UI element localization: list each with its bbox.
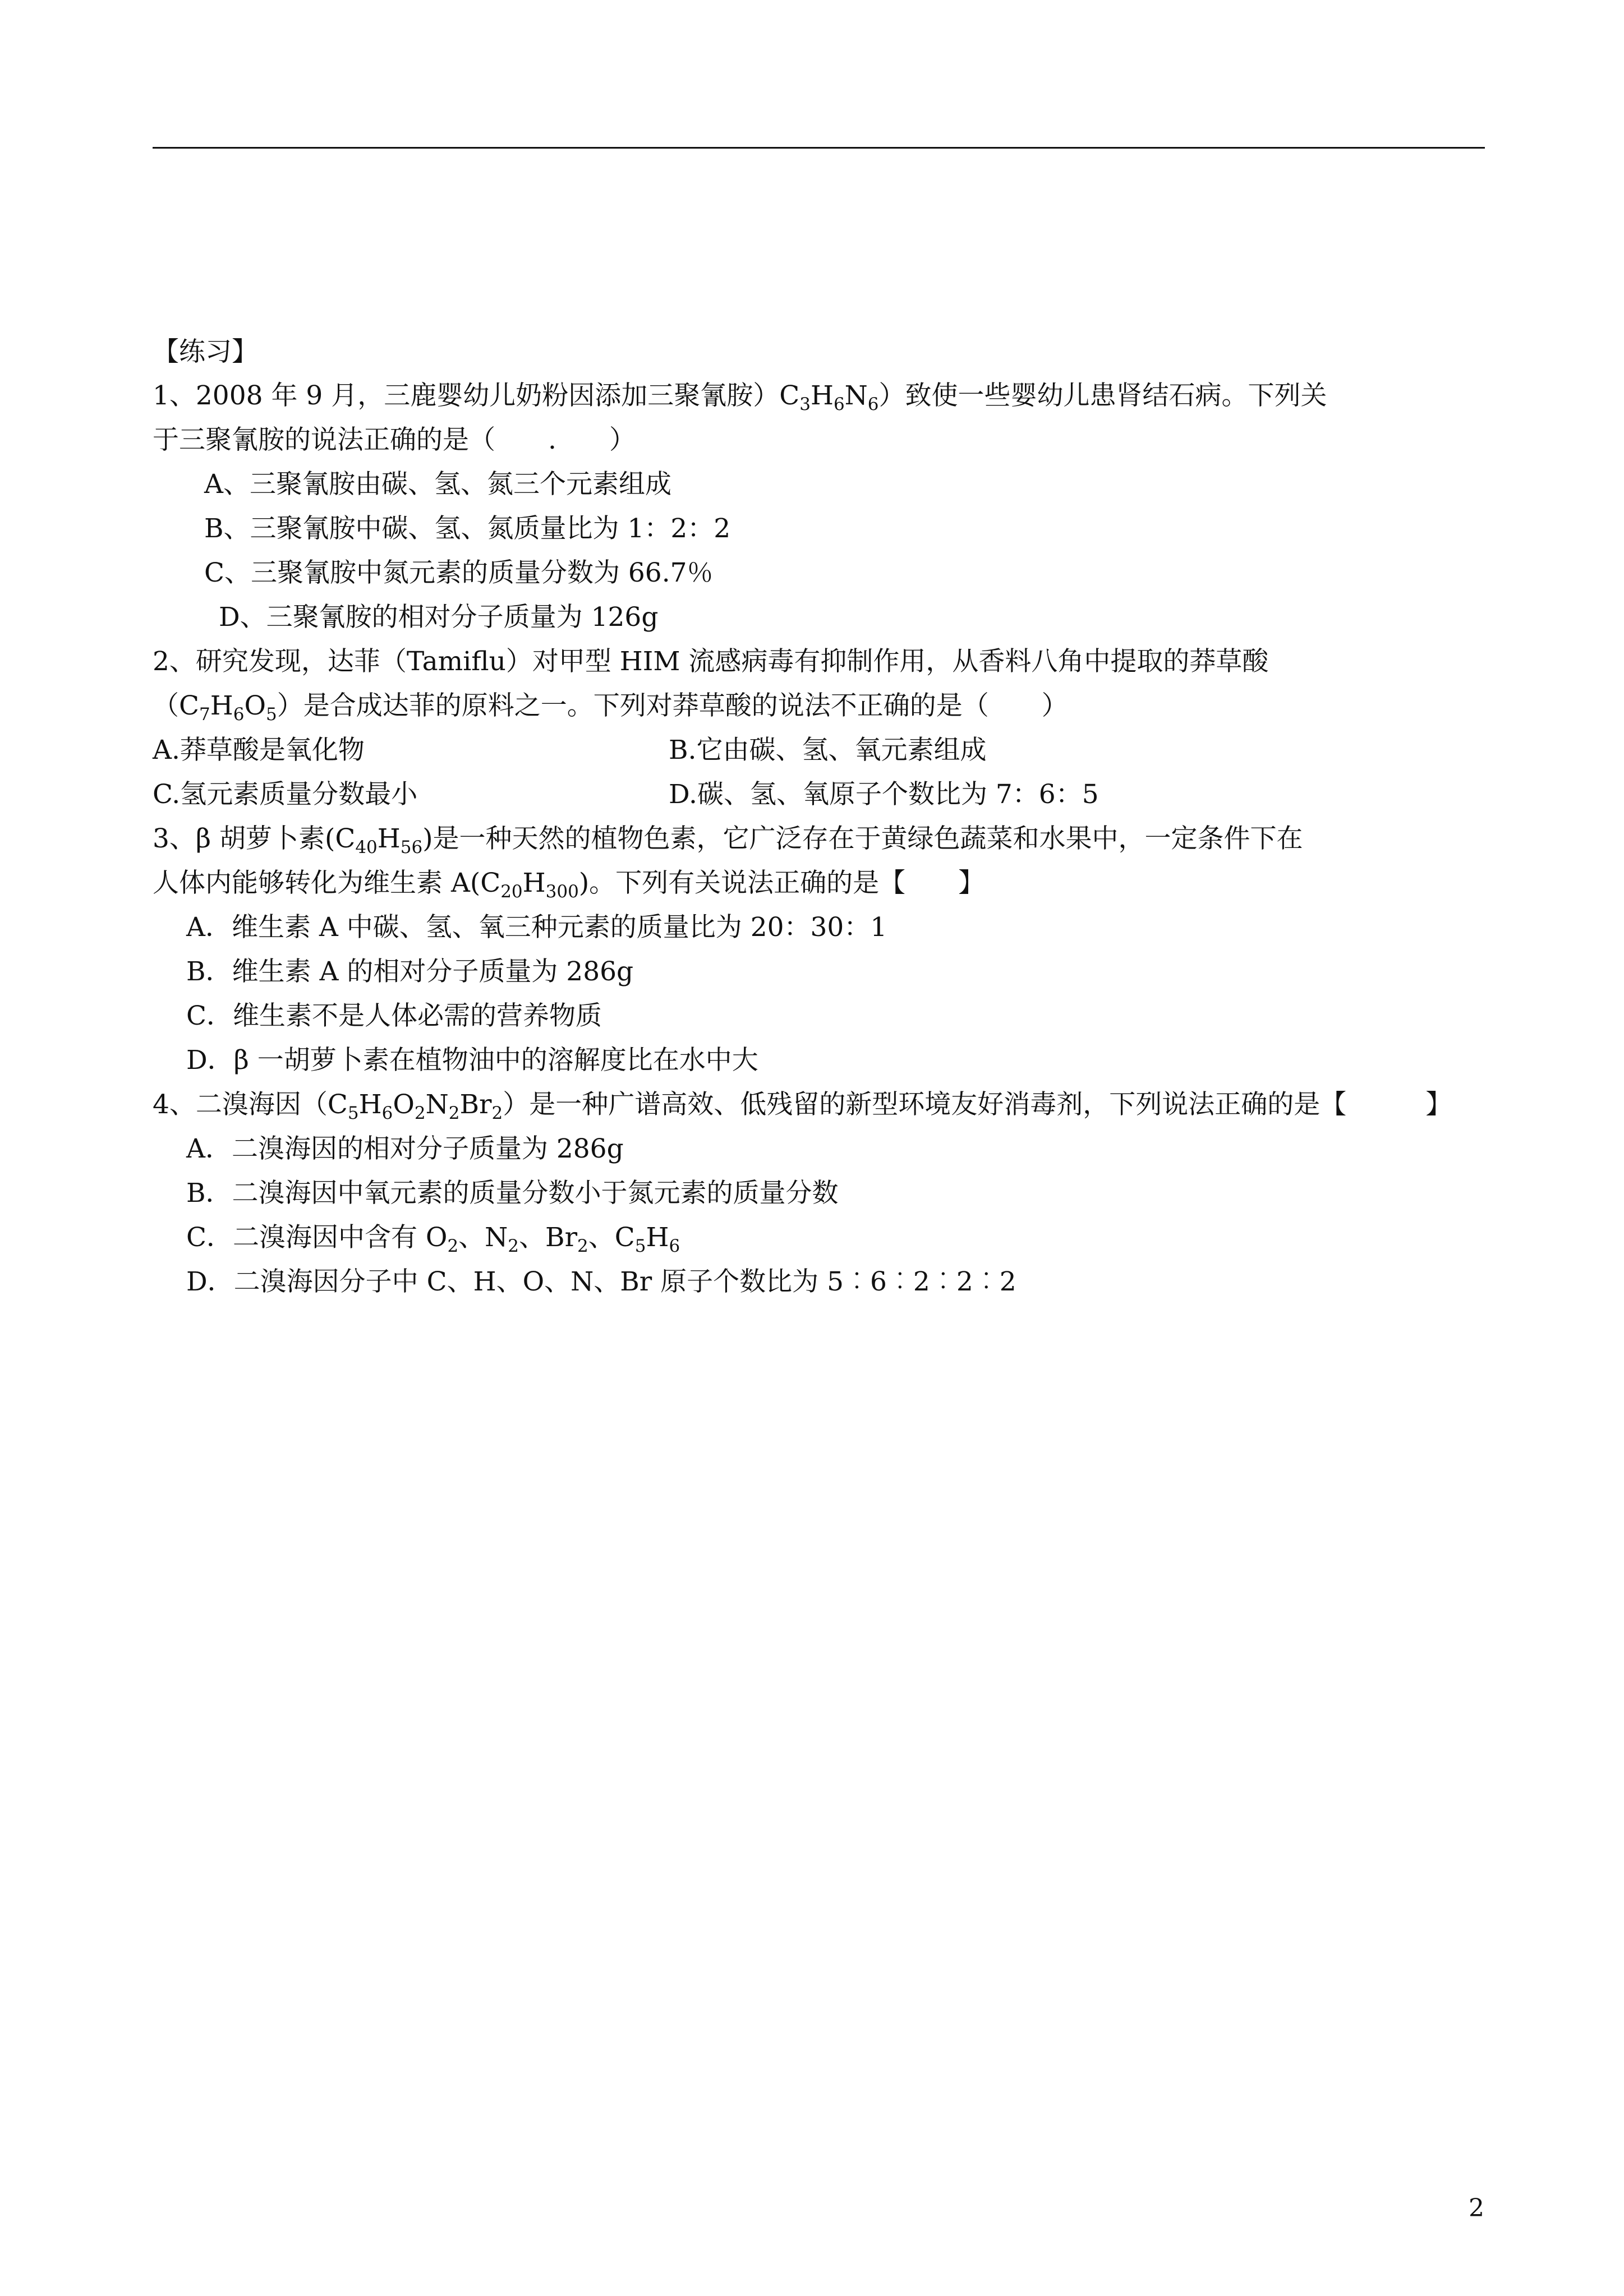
q1-option-d: D、三聚氰胺的相对分子质量为 126g (219, 602, 659, 633)
q1-option-c: C、三聚氰胺中氮元素的质量分数为 66.7％ (204, 557, 714, 588)
q3-stem-line2: 人体内能够转化为维生素 $A(C_{20}H_{300})$。下列有关说法正确的是【 】 (153, 868, 985, 902)
q4-option-c: C．二溴海因中含有 $O_2$、$N_2$、$Br_2$、$C_5H_6$ (186, 1222, 680, 1256)
q2-stem-line2: $(C_7H_6O_5)$是合成达菲的原料之一。下列对莽草酸的说法不正确的是（ ） (153, 690, 1068, 725)
q3-option-c: C．维生素不是人体必需的营养物质 (186, 1001, 602, 1031)
q3-stem-line1: 3、β 胡萝卜素$(C_{40}H_{56})$是一种天然的植物色素，它广泛存在于黄绿色蔬菜和水果中，一定条件下在 (153, 823, 1303, 857)
header-rule (153, 147, 1485, 149)
q2-stem-line1: 2、研究发现，达菲（Tamiflu）对甲型 HIM 流感病毒有抑制作用，从香料八角中提取的莽草酸 (153, 646, 1269, 677)
q1-option-b: B、三聚氰胺中碳、氢、氮质量比为 1：2：2 (204, 513, 731, 544)
q4-option-b: B．二溴海因中氧元素的质量分数小于氮元素的质量分数 (186, 1178, 839, 1209)
q4-option-a: A．二溴海因的相对分子质量为 286g (186, 1133, 624, 1164)
q2-option-b: B.它由碳、氢、氧元素组成 (669, 735, 987, 766)
q2-option-d: D.碳、氢、氧原子个数比为 7：6：5 (669, 779, 1099, 810)
q1-stem-line2: 于三聚氰胺的说法正确的是（ . ） (153, 425, 636, 455)
page-number: 2 (1469, 2194, 1484, 2223)
section-title: 【练习】 (153, 336, 258, 367)
q4-stem-line1: 4、二溴海因$(C_5H_6O_2N_2Br_2)$是一种广谱高效、低残留的新型环境友好消毒剂，下列说法正确的是【 】 (153, 1089, 1452, 1123)
q3-option-d: D．β 一胡萝卜素在植物油中的溶解度比在水中大 (186, 1045, 758, 1076)
q2-option-c: C.氢元素质量分数最小 (153, 779, 418, 810)
q1-stem-line1: 1、2008 年 9 月，三鹿婴幼儿奶粉因添加三聚氰胺）$C_3H_6N_6$）致使一些婴幼儿患肾结石病。下列关 (153, 380, 1327, 414)
q1-option-a: A、三聚氰胺由碳、氢、氮三个元素组成 (204, 469, 671, 500)
q3-option-a: A．维生素 A 中碳、氢、氧三种元素的质量比为 20：30：1 (186, 912, 887, 943)
q2-option-a: A.莽草酸是氧化物 (153, 735, 365, 766)
q4-option-d: D．二溴海因分子中 C、H、O、N、Br 原子个数比为 5︰6︰2︰2︰2 (186, 1266, 1016, 1297)
q3-option-b: B．维生素 A 的相对分子质量为 286g (186, 956, 634, 987)
